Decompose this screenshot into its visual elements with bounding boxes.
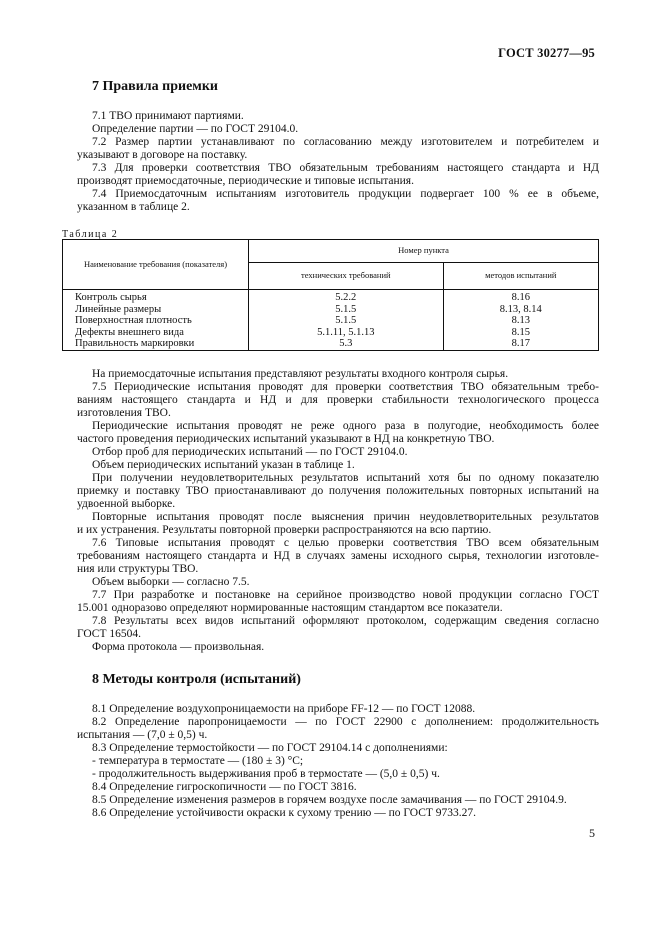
text-line: 15.001 одноразово определяют нормированные настоящим стандартом все показатели. (77, 602, 503, 614)
table-row (63, 304, 599, 316)
text-line: частого проведения периодических испытаний указывают в НД на конкретную ТВО. (77, 433, 495, 445)
column-header-name: Наименование требования (показателя) (63, 240, 249, 290)
text-line: 7.8 Результаты всех видов испытаний оформляют протоколом, содержащим сведения согласно (92, 615, 599, 627)
text-line: 8.6 Определение устойчивости окраски к сухому трению — по ГОСТ 9733.27. (92, 807, 477, 819)
text-line: 7.3 Для проверки соответствия ТВО обязательным требованиям настоящего стандарта и НД (92, 162, 599, 174)
cell-name: Контроль сырья (63, 290, 249, 304)
text-line: - продолжительность выдерживания проб в термостате — (5,0 ± 0,5) ч. (92, 768, 440, 780)
text-line: ваниям настоящего стандарта и НД и для проверки стабильности технологического процесса (77, 394, 599, 406)
text-line: 7.6 Типовые испытания проводят с целью проверки соответствия ТВО всем обязательным (92, 537, 599, 549)
section-7-title: 7 Правила приемки (92, 79, 218, 94)
text-line: 8.4 Определение гигроскопичности — по ГОСТ 3816. (92, 781, 357, 793)
section-8-text (77, 703, 599, 820)
text-line: Определение партии — по ГОСТ 29104.0. (92, 123, 299, 135)
cell-name: Поверхностная плотность (63, 315, 249, 327)
text-line: Повторные испытания проводят после выяснения причин неудовлетворительных результатов (92, 511, 599, 523)
text-line: удвоенной выборке. (77, 498, 176, 510)
cell-method: 8.15 (443, 327, 598, 339)
text-line: 8.2 Определение паропроницаемости — по ГОСТ 22900 с дополнением: продолжительность (92, 716, 599, 728)
text-line: Объем периодических испытаний указан в таблице 1. (92, 459, 355, 471)
text-line: Отбор проб для периодических испытаний — по ГОСТ 29104.0. (92, 446, 408, 458)
text-line: испытания — (7,0 ± 0,5) ч. (77, 729, 208, 741)
text-line: и их устранения. Результаты повторной проверки распространяются на всю партию. (77, 524, 492, 536)
cell-requirement: 5.1.11, 5.1.13 (249, 327, 444, 339)
cell-requirement: 5.2.2 (249, 290, 444, 304)
table-row (63, 315, 599, 327)
text-line: ния или структуры ТВО. (77, 563, 199, 575)
cell-requirement: 5.1.5 (249, 315, 444, 327)
cell-method: 8.16 (443, 290, 598, 304)
cell-name: Линейные размеры (63, 304, 249, 316)
text-line: 8.5 Определение изменения размеров в горячем воздухе после замачивания — по ГОСТ 29104.9. (92, 794, 567, 806)
cell-requirement: 5.3 (249, 338, 444, 350)
cell-method: 8.17 (443, 338, 598, 350)
text-line: указывают в договоре на поставку. (77, 149, 248, 161)
text-line: указанном в таблице 2. (77, 201, 190, 213)
text-line: 7.1 ТВО принимают партиями. (92, 110, 244, 122)
text-line: 7.7 При разработке и постановке на серийное производство новой продукции согласно ГОСТ (92, 589, 599, 601)
column-header-methods: методов испытаний (443, 263, 598, 290)
text-line: 7.4 Приемосдаточным испытаниям изготовитель продукции подвергает 100 % ее в объеме, (92, 188, 599, 200)
text-line: При получении неудовлетворительных результатов испытаний хотя бы по одному показателю (92, 472, 599, 484)
table-row (63, 290, 599, 304)
cell-name: Дефекты внешнего вида (63, 327, 249, 339)
table-2-caption: Таблица 2 (62, 229, 119, 240)
text-line: - температура в термостате — (180 ± 3) °С; (92, 755, 304, 767)
text-line: ГОСТ 16504. (77, 628, 142, 640)
table-2 (62, 239, 599, 351)
text-line: Объем выборки — согласно 7.5. (92, 576, 250, 588)
section-7-continued-text (77, 368, 599, 654)
section-7-text (77, 110, 599, 214)
column-header-requirements: технических требований (249, 263, 444, 290)
text-line: изготовления ТВО. (77, 407, 171, 419)
text-line: Форма протокола — произвольная. (92, 641, 265, 653)
text-line: 7.2 Размер партии устанавливают по согласованию между изготовителем и потребителем и (92, 136, 599, 148)
text-line: 8.1 Определение воздухопроницаемости на приборе FF-12 — по ГОСТ 12088. (92, 703, 476, 715)
text-line: Периодические испытания проводят не реже одного раза в полугодие, необходимость более (92, 420, 599, 432)
document-code: ГОСТ 30277—95 (498, 46, 595, 60)
table-row (63, 327, 599, 339)
page-number: 5 (589, 826, 595, 840)
text-line: производят приемосдаточные, периодические и типовые испытания. (77, 175, 414, 187)
text-line: На приемосдаточные испытания представляют результаты входного контроля сырья. (92, 368, 509, 380)
column-header-group: Номер пункта (249, 240, 599, 263)
cell-requirement: 5.1.5 (249, 304, 444, 316)
text-line: 8.3 Определение термостойкости — по ГОСТ 29104.14 с дополнениями: (92, 742, 448, 754)
text-line: требованиям настоящего стандарта и НД в случаях замены исходного сырья, технологии изготовле- (77, 550, 599, 562)
text-line: 7.5 Периодические испытания проводят для проверки соответствия ТВО обязательным требо- (92, 381, 599, 393)
cell-method: 8.13, 8.14 (443, 304, 598, 316)
table-row (63, 338, 599, 350)
text-line: приемку и поставку ТВО приостанавливают до получения положительных повторных испытаний на (77, 485, 599, 497)
section-8-title: 8 Методы контроля (испытаний) (92, 672, 301, 687)
cell-method: 8.13 (443, 315, 598, 327)
cell-name: Правильность маркировки (63, 338, 249, 350)
